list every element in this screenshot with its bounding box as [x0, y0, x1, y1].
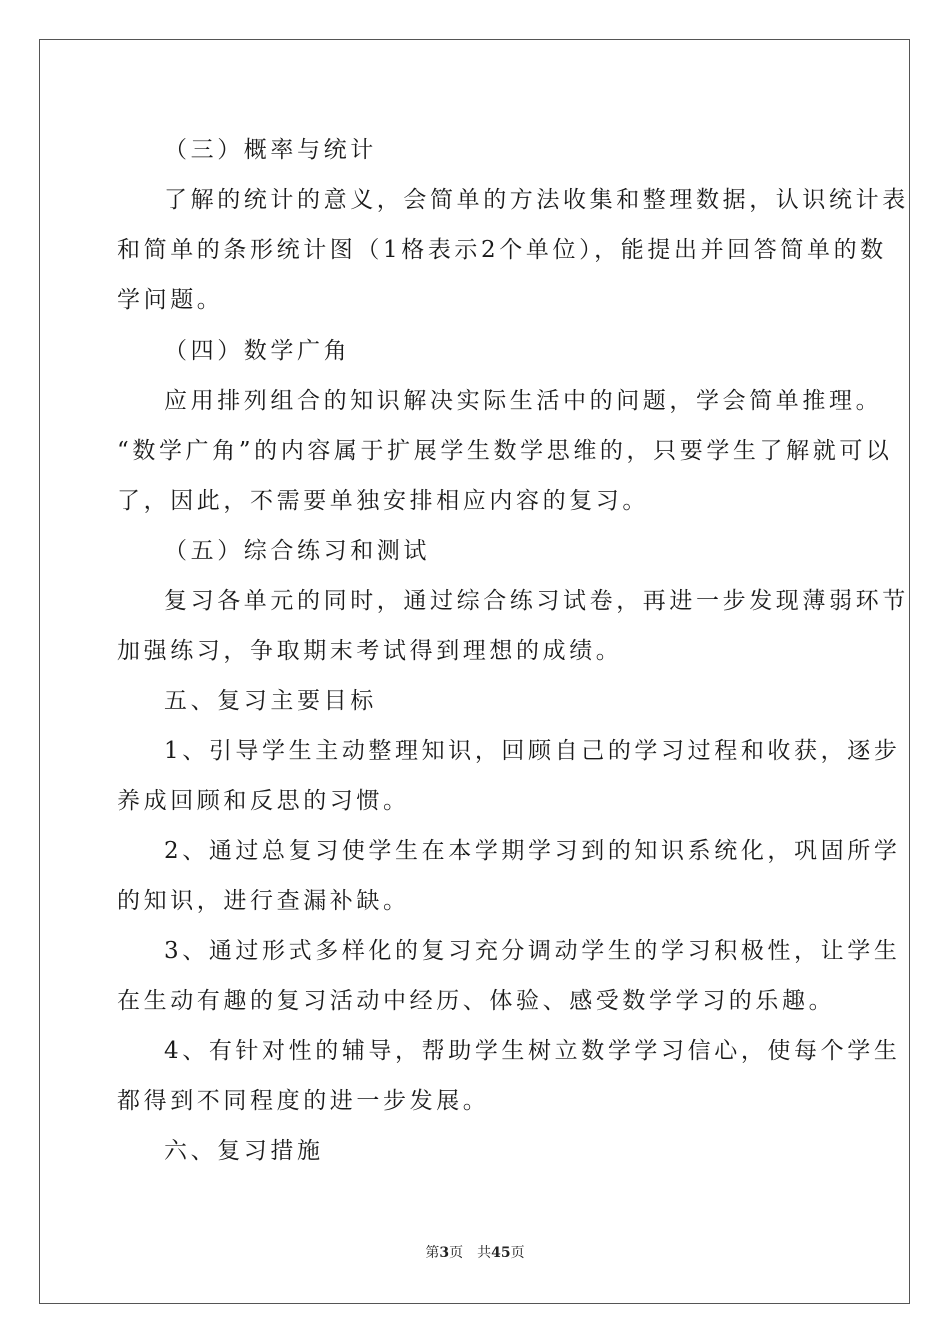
list-item: 2、通过总复习使学生在本学期学习到的知识系统化，巩固所学	[164, 838, 901, 864]
paragraph-line: 加强练习，争取期末考试得到理想的成绩。	[117, 638, 623, 664]
list-item: 4、有针对性的辅导，帮助学生树立数学学习信心，使每个学生	[164, 1038, 901, 1064]
footer-prefix: 第	[425, 1245, 440, 1261]
page-footer	[0, 1244, 950, 1262]
list-item: 1、引导学生主动整理知识，回顾自己的学习过程和收获，逐步	[164, 738, 901, 764]
section-heading: 六、复习措施	[164, 1138, 324, 1164]
list-item-continuation: 在生动有趣的复习活动中经历、体验、感受数学学习的乐趣。	[117, 988, 836, 1014]
paragraph-line: 了，因此，不需要单独安排相应内容的复习。	[117, 488, 649, 514]
page-total: 45	[491, 1245, 511, 1261]
list-item-continuation: 养成回顾和反思的习惯。	[117, 788, 410, 814]
paragraph-line: 和简单的条形统计图（1格表示2个单位），能提出并回答简单的数	[117, 237, 887, 263]
section-heading: 五、复习主要目标	[164, 688, 377, 714]
footer-mid: 页 共	[449, 1245, 492, 1261]
section-heading: （四）数学广角	[164, 338, 351, 364]
paragraph-line: “数学广角”的内容属于扩展学生数学思维的，只要学生了解就可以	[117, 438, 893, 464]
page-number: 3	[439, 1245, 450, 1261]
paragraph-line: 了解的统计的意义，会简单的方法收集和整理数据，认识统计表	[164, 187, 909, 213]
paragraph-line: 复习各单元的同时，通过综合练习试卷，再进一步发现薄弱环节	[164, 588, 909, 614]
list-item: 3、通过形式多样化的复习充分调动学生的学习积极性，让学生	[164, 938, 901, 964]
paragraph-line: 学问题。	[117, 287, 224, 313]
footer-suffix: 页	[510, 1245, 525, 1261]
list-item-continuation: 都得到不同程度的进一步发展。	[117, 1088, 490, 1114]
paragraph-line: 应用排列组合的知识解决实际生活中的问题，学会简单推理。	[164, 388, 883, 414]
list-item-continuation: 的知识，进行查漏补缺。	[117, 888, 410, 914]
section-heading: （三）概率与统计	[164, 137, 377, 163]
section-heading: （五）综合练习和测试	[164, 538, 430, 564]
